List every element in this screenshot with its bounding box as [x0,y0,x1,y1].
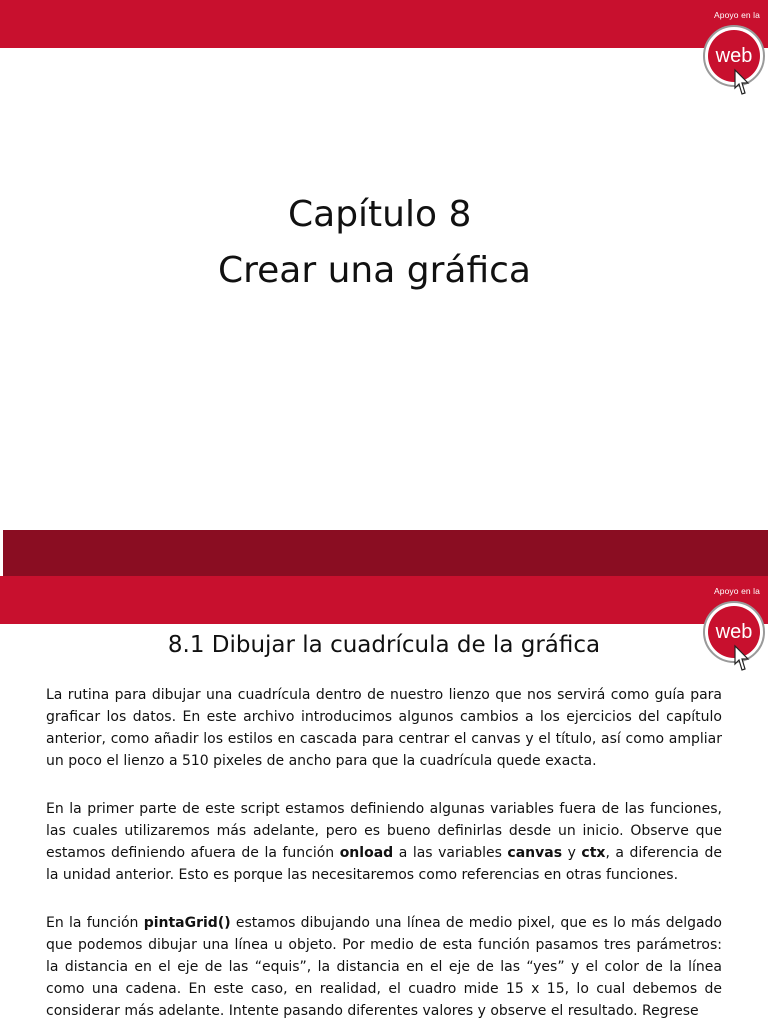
chapter-title: Crear una gráfica [218,250,531,291]
p2-text-e: y [562,845,582,861]
p2-text-g: , a diferencia de la unidad anterior. Esto es porque las necesitaremos como referencias en otras funciones. [46,845,722,883]
brand-tagline: Apoyo en la [714,10,760,20]
header-bar [0,576,768,624]
logo-text: web [715,621,753,643]
slide-divider [0,530,768,576]
p2-text-c: a las variables [393,845,508,861]
slide-section [0,576,768,1024]
p3-text-c: estamos dibujando una línea de medio pixel, que es lo más delgado que podemos dibujar una línea u objeto. Por medio de esta función pasamos tres parámetros: la distancia en el eje de las “equis”, la distancia en el eje de las “yes” y el color de la línea como una cadena. En este caso, en realidad, el cuadro mide 15 x 15, lo cual debemos de considerar más adelante. Intente pasando diferentes valores y observe el resultado. Regrese [46,915,722,1019]
paragraph-3 [46,912,722,1022]
paragraph-2 [46,798,722,886]
paragraph-1-text: La rutina para dibujar una cuadrícula dentro de nuestro lienzo que nos servirá como guía para graficar los datos. En este archivo introducimos algunos cambios a los ejercicios del capítulo anterior, como añadir los estilos en cascada para centrar el canvas y el título, así como ampliar un poco el lienzo a 510 pixeles de ancho para que la cuadrícula quede exacta. [46,687,722,769]
code-pintagrid: pintaGrid() [143,915,231,931]
web-logo-icon[interactable] [702,24,766,100]
code-ctx: ctx [581,845,606,861]
p3-text-a: En la función [46,915,144,931]
section-title: 8.1 Dibujar la cuadrícula de la gráfica [167,632,601,658]
logo-text: web [715,45,753,67]
brand-tagline: Apoyo en la [714,586,760,596]
code-onload: onload [339,845,394,861]
code-canvas: canvas [507,845,563,861]
paragraph-1 [46,684,722,772]
chapter-number: Capítulo 8 [288,194,472,235]
header-bar [0,0,768,48]
p2-text-a: En la primer parte de este script estamos definiendo algunas variables fuera de las funciones, las cuales utilizaremos más adelante, pero es bueno definirlas desde un inicio. Observe que estamos definiendo afuera de la función [46,801,722,861]
